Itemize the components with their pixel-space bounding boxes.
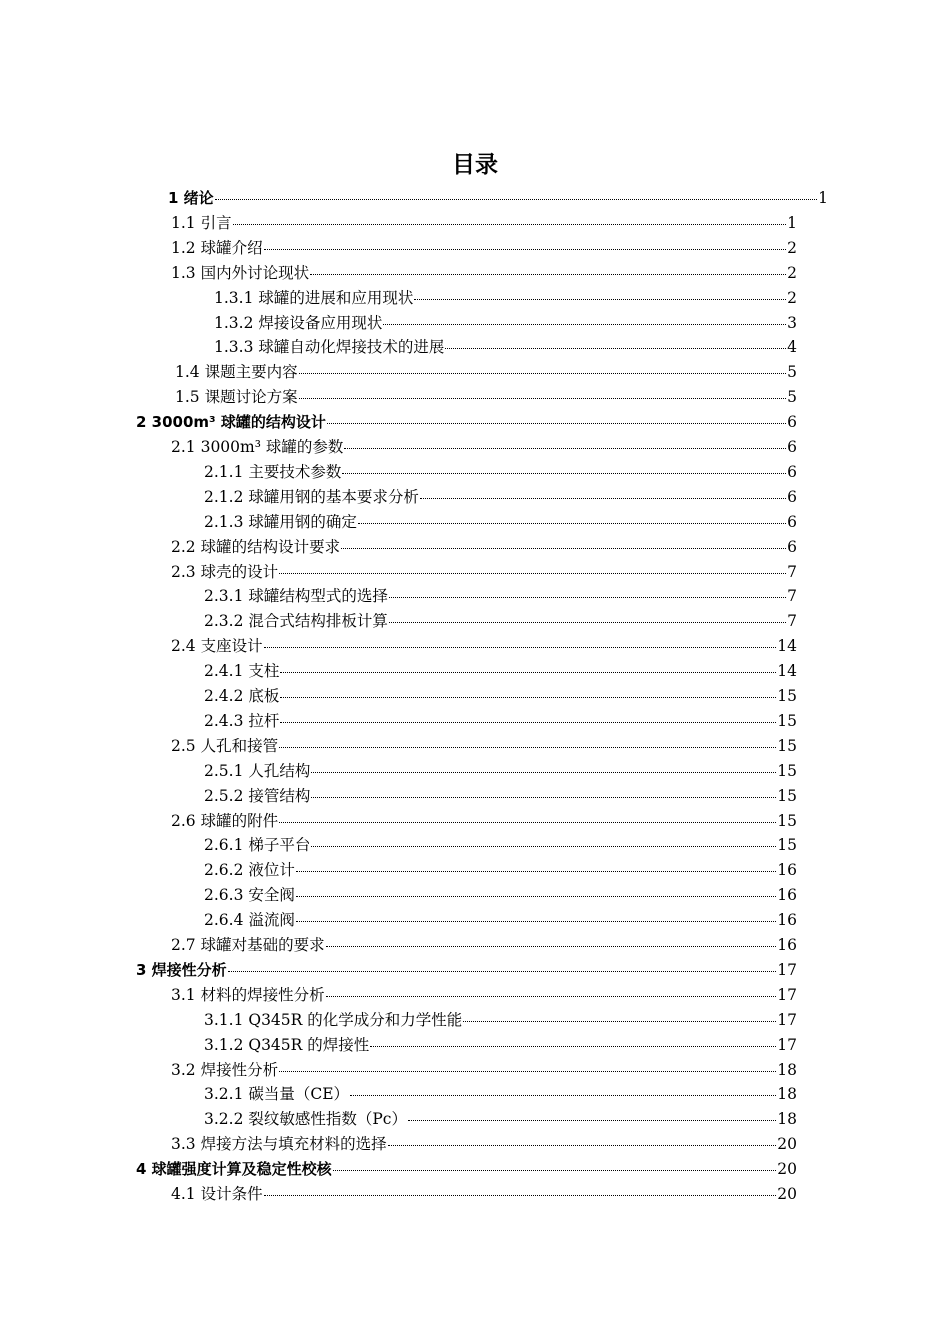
toc-entry[interactable] (171, 560, 797, 585)
toc-leader-dots (280, 721, 776, 723)
toc-entry-label: 1 绪论 (168, 189, 214, 207)
toc-leader-dots (264, 646, 777, 648)
toc-entry-page: 17 (777, 1035, 797, 1054)
toc-entry[interactable] (204, 510, 797, 535)
toc-entry-page: 2 (787, 238, 797, 257)
toc-entry-label: 2.1.1 主要技术参数 (204, 462, 342, 481)
toc-entry[interactable] (204, 460, 797, 485)
toc-entry[interactable] (136, 410, 797, 435)
toc-leader-dots (389, 621, 786, 623)
toc-leader-dots (280, 696, 776, 698)
toc-entry-label: 2 3000m³ 球罐的结构设计 (136, 413, 326, 432)
toc-leader-dots (233, 223, 787, 225)
toc-entry-label: 1.1 引言 (171, 213, 232, 232)
toc-entry[interactable] (214, 286, 797, 311)
toc-entry[interactable] (204, 609, 797, 634)
toc-entry-label: 1.3.3 球罐自动化焊接技术的进展 (214, 338, 445, 357)
toc-entry-page: 16 (777, 911, 797, 930)
toc-leader-dots (420, 497, 786, 499)
toc-entry[interactable] (171, 1132, 797, 1157)
toc-leader-dots (414, 298, 786, 300)
toc-entry[interactable] (168, 186, 828, 211)
toc-leader-dots (228, 970, 777, 972)
toc-entry[interactable] (171, 1058, 797, 1083)
toc-entry-page: 6 (787, 512, 797, 531)
toc-entry-page: 7 (787, 587, 797, 606)
toc-entry-label: 2.3 球壳的设计 (171, 562, 279, 581)
toc-entry-label: 3.1.2 Q345R 的焊接性 (204, 1035, 370, 1054)
toc-entry-page: 14 (777, 662, 797, 681)
toc-leader-dots (445, 347, 786, 349)
toc-leader-dots (326, 945, 777, 947)
toc-entry-label: 2.1.2 球罐用钢的基本要求分析 (204, 487, 419, 506)
toc-entry-page: 20 (777, 1185, 797, 1203)
toc-entry-label: 2.7 球罐对基础的要求 (171, 936, 325, 954)
toc-entry[interactable] (204, 1033, 797, 1058)
toc-leader-dots (280, 671, 776, 673)
toc-entry[interactable] (204, 485, 797, 510)
toc-entry-label: 2.6 球罐的附件 (171, 811, 279, 830)
toc-entry[interactable] (204, 759, 797, 784)
toc-leader-dots (350, 1094, 776, 1096)
toc-entry-page: 2 (787, 263, 797, 282)
toc-entry[interactable] (171, 634, 797, 659)
toc-leader-dots (296, 895, 776, 897)
toc-entry-page: 20 (777, 1160, 797, 1179)
toc-entry-page: 1 (787, 213, 797, 232)
toc-entry-page: 15 (777, 761, 797, 780)
toc-entry[interactable] (171, 734, 797, 759)
toc-leader-dots (296, 870, 776, 872)
toc-entry-page: 15 (777, 786, 797, 805)
toc-entry-page: 17 (777, 1010, 797, 1029)
toc-entry-page: 7 (787, 562, 797, 581)
toc-leader-dots (389, 596, 786, 598)
toc-entry-label: 1.3.2 焊接设备应用现状 (214, 313, 383, 332)
toc-entry[interactable] (136, 1157, 797, 1182)
toc-leader-dots (388, 1144, 777, 1146)
toc-entry-page: 16 (777, 936, 797, 954)
toc-entry-label: 1.4 课题主要内容 (175, 363, 298, 382)
toc-entry[interactable] (214, 311, 797, 336)
toc-entry-page: 20 (777, 1135, 797, 1154)
toc-entry-page: 2 (787, 288, 797, 307)
toc-leader-dots (279, 746, 776, 748)
toc-entry-label: 1.3 国内外讨论现状 (171, 263, 310, 282)
toc-entry[interactable] (136, 958, 797, 983)
toc-leader-dots (408, 1119, 776, 1121)
toc-entry-page: 16 (777, 886, 797, 905)
toc-leader-dots (311, 771, 776, 773)
toc-entry[interactable] (171, 211, 797, 236)
toc-entry-page: 18 (777, 1060, 797, 1079)
toc-entry-label: 2.2 球罐的结构设计要求 (171, 537, 341, 556)
toc-entry-label: 2.6.4 溢流阀 (204, 911, 295, 930)
toc-entry[interactable] (204, 833, 797, 858)
toc-entry-page: 6 (787, 413, 797, 432)
toc-entry-label: 3 焊接性分析 (136, 960, 227, 979)
toc-leader-dots (264, 248, 787, 250)
toc-entry-label: 2.5 人孔和接管 (171, 736, 279, 755)
toc-entry[interactable] (175, 385, 797, 410)
toc-leader-dots (344, 447, 786, 449)
toc-leader-dots (215, 198, 817, 200)
toc-entry[interactable] (204, 1082, 797, 1107)
toc-leader-dots (342, 472, 786, 474)
toc-entry-label: 1.5 课题讨论方案 (175, 388, 298, 407)
toc-entry-label: 2.1.3 球罐用钢的确定 (204, 512, 357, 531)
toc-entry-page: 14 (777, 637, 797, 656)
toc-entry-label: 2.3.1 球罐结构型式的选择 (204, 587, 388, 606)
toc-entry-label: 2.4.2 底板 (204, 687, 280, 705)
toc-entry[interactable] (171, 809, 797, 834)
toc-entry-page: 17 (777, 960, 797, 979)
toc-entry-label: 1.3.1 球罐的进展和应用现状 (214, 288, 414, 307)
toc-entry-label: 1.2 球罐介绍 (171, 238, 263, 257)
toc-entry-label: 3.1 材料的焊接性分析 (171, 985, 325, 1004)
toc-leader-dots (463, 1020, 776, 1022)
toc-leader-dots (311, 796, 776, 798)
toc-entry[interactable] (204, 883, 797, 908)
toc-entry-page: 15 (777, 736, 797, 755)
toc-leader-dots (311, 845, 776, 847)
toc-entry[interactable] (214, 335, 797, 360)
toc-entry-page: 6 (787, 462, 797, 481)
toc-leader-dots (279, 572, 786, 574)
page-title: 目录 (452, 152, 498, 178)
toc-entry-label: 4.1 设计条件 (171, 1185, 263, 1203)
toc-leader-dots (296, 920, 776, 922)
toc-entry-label: 2.6.3 安全阀 (204, 886, 295, 905)
toc-leader-dots (358, 522, 786, 524)
toc-entry-label: 3.2.2 裂纹敏感性指数（Pc） (204, 1110, 407, 1129)
toc-entry-page: 15 (777, 711, 797, 730)
toc-entry[interactable] (171, 535, 797, 560)
toc-entry-page: 4 (787, 338, 797, 357)
toc-entry-page: 17 (777, 985, 797, 1004)
toc-entry-label: 3.3 焊接方法与填充材料的选择 (171, 1135, 387, 1154)
toc-entry-page: 18 (777, 1110, 797, 1129)
toc-entry-label: 3.2.1 碳当量（CE） (204, 1085, 350, 1104)
toc-leader-dots (370, 1045, 776, 1047)
toc-entry-page: 15 (777, 687, 797, 705)
toc-entry-page: 5 (787, 388, 797, 407)
toc-entry[interactable] (171, 933, 797, 958)
toc-leader-dots (299, 397, 787, 399)
toc-entry[interactable] (171, 983, 797, 1008)
toc-leader-dots (333, 1169, 777, 1171)
toc-entry[interactable] (204, 858, 797, 883)
toc-leader-dots (327, 422, 786, 424)
toc-entry-label: 2.5.2 接管结构 (204, 786, 311, 805)
toc-entry[interactable] (171, 435, 797, 460)
toc-entry-label: 2.5.1 人孔结构 (204, 761, 311, 780)
toc-entry-page: 1 (818, 189, 828, 207)
toc-entry-page: 5 (787, 363, 797, 382)
toc-entry[interactable] (204, 908, 797, 933)
toc-entry-label: 2.4.1 支柱 (204, 662, 280, 681)
toc-entry[interactable] (171, 261, 797, 286)
toc-entry-label: 2.3.2 混合式结构排板计算 (204, 612, 388, 631)
toc-leader-dots (341, 547, 786, 549)
toc-entry-label: 2.4.3 拉杆 (204, 711, 280, 730)
toc-entry-label: 2.4 支座设计 (171, 637, 263, 656)
toc-entry-label: 4 球罐强度计算及稳定性校核 (136, 1160, 332, 1179)
toc-entry[interactable] (204, 709, 797, 734)
toc-leader-dots (264, 1194, 777, 1196)
toc-leader-dots (279, 821, 776, 823)
toc-entry[interactable] (204, 659, 797, 684)
toc-entry-page: 18 (777, 1085, 797, 1104)
toc-entry-page: 6 (787, 438, 797, 456)
toc-entry-page: 3 (787, 313, 797, 332)
toc-entry-label: 3.1.1 Q345R 的化学成分和力学性能 (204, 1010, 463, 1029)
toc-entry[interactable] (204, 584, 797, 609)
toc-entry[interactable] (171, 236, 797, 261)
toc-entry-label: 2.6.1 梯子平台 (204, 836, 311, 855)
toc-entry[interactable] (204, 784, 797, 809)
toc-entry[interactable] (204, 684, 797, 709)
toc-entry-label: 2.1 3000m³ 球罐的参数 (171, 438, 344, 456)
toc-leader-dots (279, 1070, 776, 1072)
toc-leader-dots (299, 372, 787, 374)
toc-leader-dots (310, 273, 786, 275)
toc-leader-dots (326, 995, 777, 997)
toc-entry-page: 15 (777, 836, 797, 855)
toc-entry-page: 7 (787, 612, 797, 631)
toc-entry-page: 6 (787, 537, 797, 556)
toc-entry[interactable] (204, 1107, 797, 1132)
toc-entry-page: 16 (777, 861, 797, 880)
toc-entry[interactable] (171, 1182, 797, 1207)
toc-entry-page: 15 (777, 811, 797, 830)
toc-entry-label: 3.2 焊接性分析 (171, 1060, 279, 1079)
toc-entry[interactable] (175, 360, 797, 385)
toc-leader-dots (383, 323, 786, 325)
toc-entry-page: 6 (787, 487, 797, 506)
toc-entry[interactable] (204, 1008, 797, 1033)
toc-entry-label: 2.6.2 液位计 (204, 861, 295, 880)
